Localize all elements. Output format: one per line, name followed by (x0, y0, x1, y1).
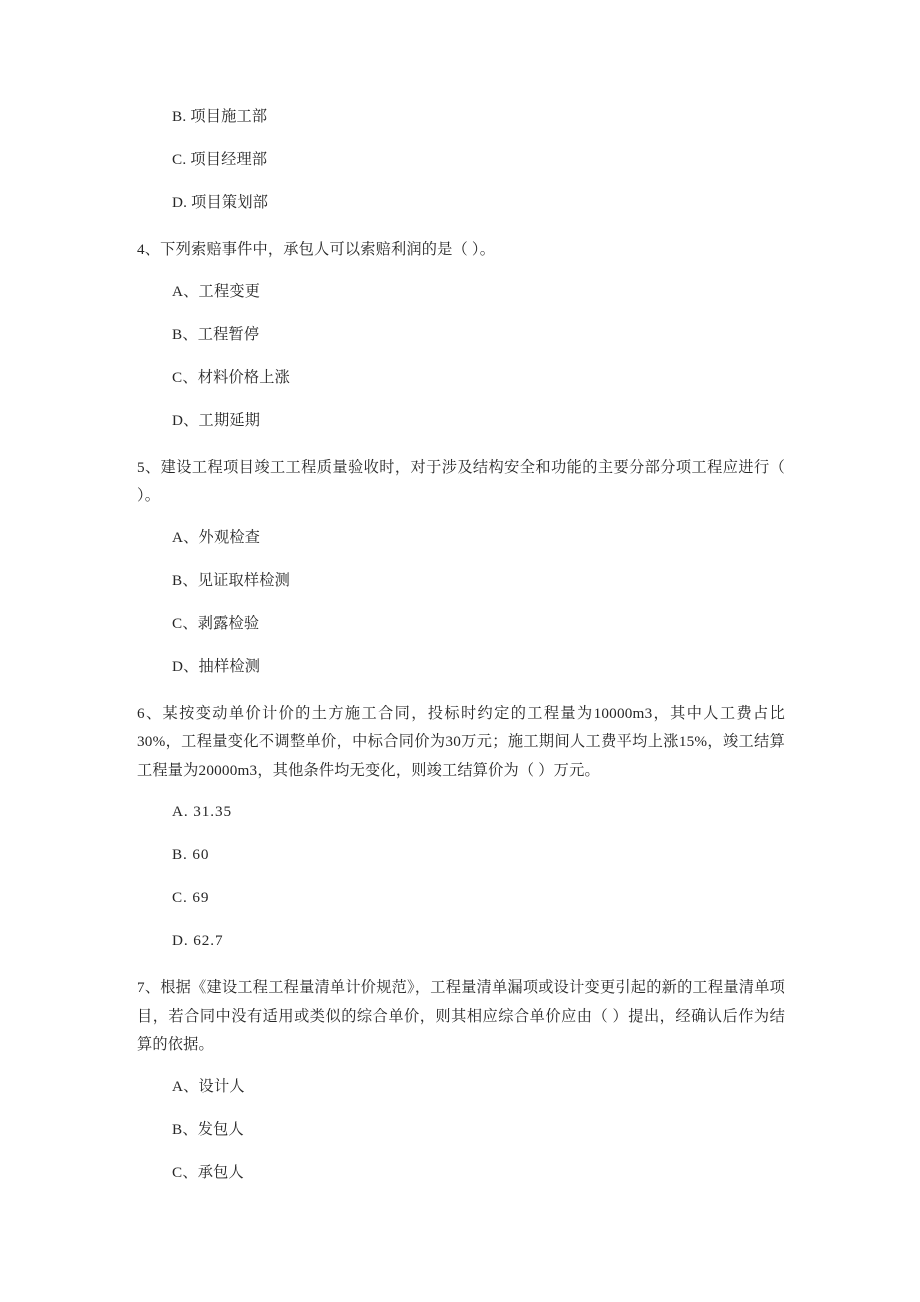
option-item[interactable]: B、发包人 (172, 1120, 244, 1138)
option-item[interactable]: B. 60 (172, 846, 210, 863)
spacer (137, 346, 785, 367)
option-item[interactable]: C、材料价格上涨 (172, 368, 291, 386)
spacer (137, 909, 785, 930)
option-item[interactable]: B、见证取样检测 (172, 571, 291, 589)
spacer (137, 635, 785, 656)
spacer (137, 267, 785, 281)
option-item[interactable]: C、剥露检验 (172, 614, 260, 632)
option-item[interactable]: A、外观检查 (172, 528, 261, 546)
spacer (137, 389, 785, 410)
spacer (137, 1062, 785, 1076)
option-item[interactable]: C、承包人 (172, 1163, 244, 1181)
spacer (137, 214, 785, 236)
option-item[interactable]: D、抽样检测 (172, 657, 261, 675)
option-item[interactable]: C. 69 (172, 889, 210, 906)
spacer (137, 866, 785, 887)
spacer (137, 1098, 785, 1119)
option-item[interactable]: A、设计人 (172, 1077, 245, 1095)
spacer (137, 432, 785, 454)
spacer (137, 171, 785, 192)
spacer (137, 592, 785, 613)
spacer (137, 513, 785, 527)
option-item[interactable]: D、工期延期 (172, 411, 261, 429)
question-stem: 4、下列索赔事件中，承包人可以索赔利润的是（ ）。 (137, 241, 496, 258)
spacer (137, 952, 785, 974)
question-stem: 7、根据《建设工程工程量清单计价规范》，工程量清单漏项或设计变更引起的新的工程量清单项目，若合同中没有适用或类似的综合单价，则其相应综合单价应由（ ）提出，经确认后作为结算的依据。 (137, 979, 785, 1053)
question-list (137, 106, 785, 1184)
spacer (137, 787, 785, 801)
spacer (137, 678, 785, 700)
option-item[interactable]: B. 项目施工部 (172, 108, 268, 125)
spacer (137, 128, 785, 149)
option-item[interactable]: A、工程变更 (172, 282, 261, 300)
question-stem: 6、某按变动单价计价的土方施工合同，投标时约定的工程量为10000m3，其中人工费占比30%，工程量变化不调整单价，中标合同价为30万元；施工期间人工费平均上涨15%，竣工结算工程量为20000m3，其他条件均无变化，则竣工结算价为（ ）万元。 (137, 704, 785, 779)
option-item[interactable]: B、工程暂停 (172, 325, 260, 343)
question-stem: 5、建设工程项目竣工工程质量验收时，对于涉及结构安全和功能的主要分部分项工程应进行（ ）。 (137, 458, 785, 504)
option-item[interactable]: D. 项目策划部 (172, 194, 269, 211)
spacer (137, 549, 785, 570)
spacer (137, 823, 785, 844)
option-item[interactable]: A. 31.35 (172, 803, 232, 820)
spacer (137, 303, 785, 324)
option-item[interactable]: C. 项目经理部 (172, 151, 268, 168)
option-item[interactable]: D. 62.7 (172, 932, 224, 949)
spacer (137, 1141, 785, 1162)
